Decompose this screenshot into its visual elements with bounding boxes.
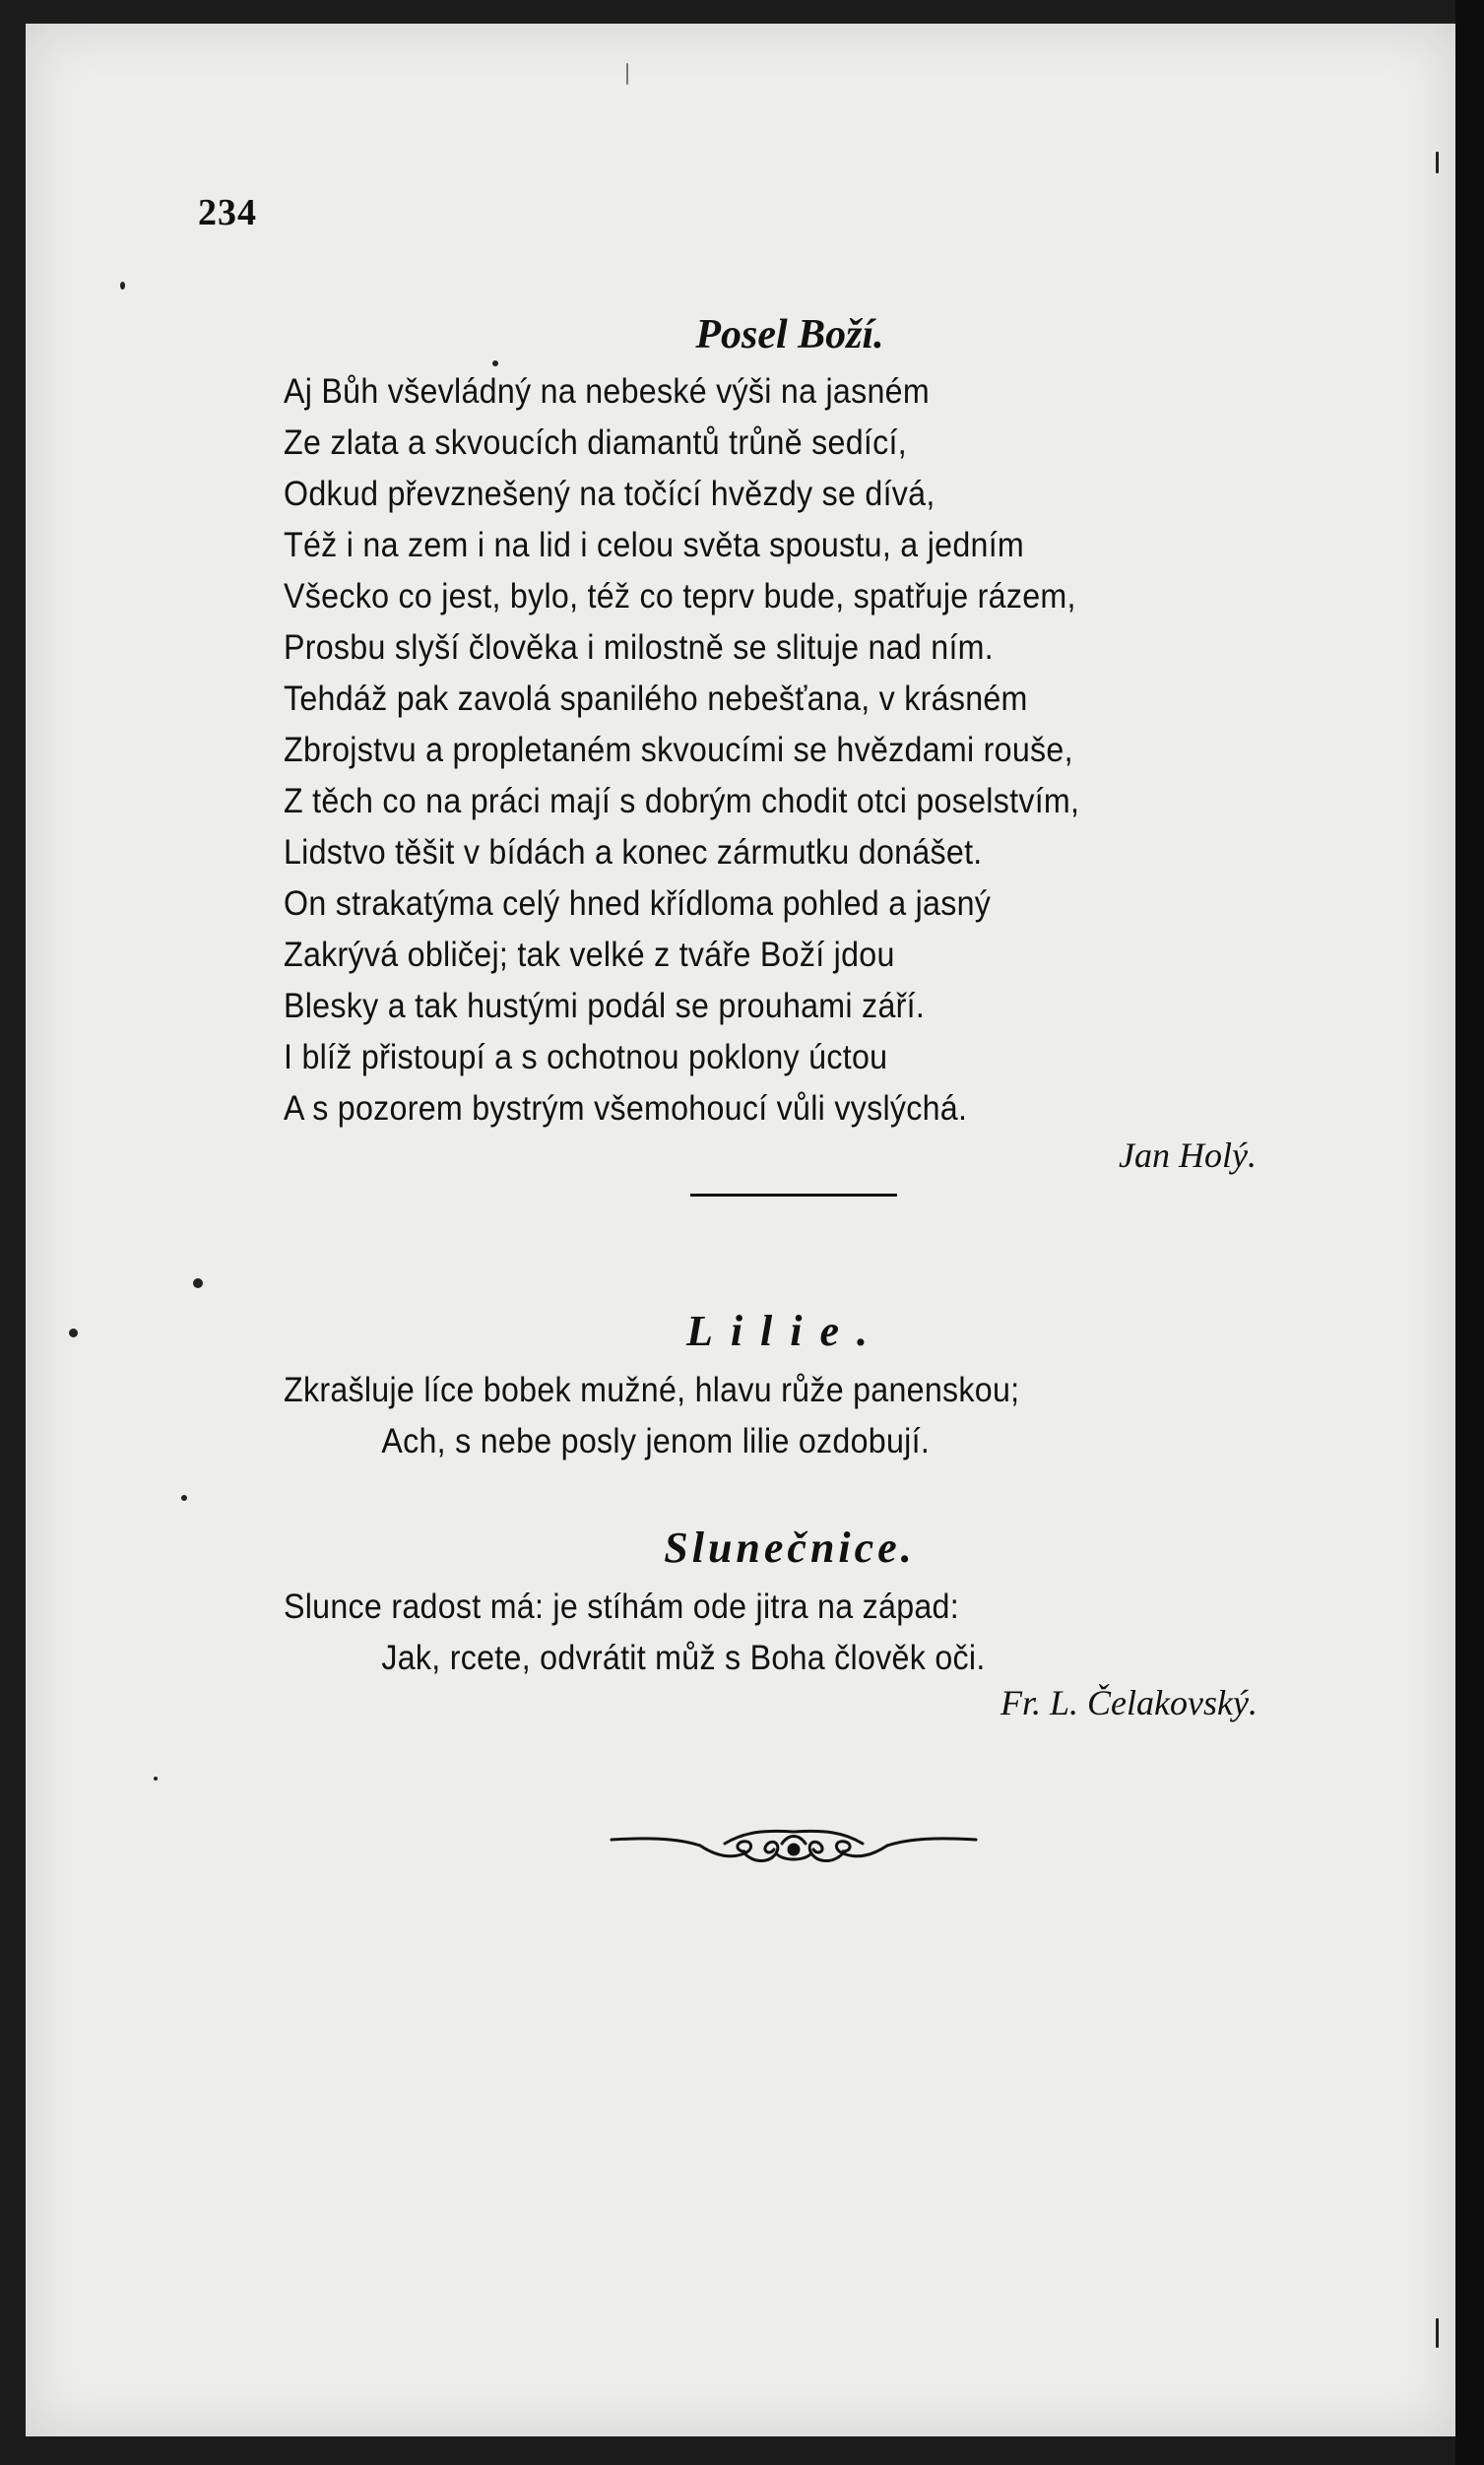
- poem-line: Ach, s nebe posly jenom lilie ozdobují.: [381, 1422, 931, 1460]
- paper-speck: [120, 282, 125, 290]
- poem-line: Zbrojstvu a propletaném skvoucími se hvězdami rouše,: [284, 731, 1073, 769]
- poem-line: On strakatýma celý hned křídloma pohled a jasný: [284, 884, 992, 923]
- poem-line: Všecko co jest, bylo, též co teprv bude, spatřuje rázem,: [284, 577, 1076, 616]
- page-number: 234: [198, 192, 257, 233]
- author-jan-holy: Jan Holý.: [1119, 1135, 1257, 1175]
- paper-speck: [492, 360, 498, 366]
- poem-line: Aj Bůh vševládný na nebeské výši na jasném: [284, 372, 930, 411]
- poem-line: Lidstvo těšit v bídách a konec zármutku donášet.: [284, 833, 983, 872]
- poem-line: Ze zlata a skvoucích diamantů trůně sedící,: [284, 423, 907, 462]
- scan-border: [1455, 0, 1484, 2465]
- poem-line: Též i na zem i na lid i celou světa spoustu, a jedním: [284, 526, 1025, 564]
- poem-line: Odkud převznešený na točící hvězdy se dívá,: [284, 475, 936, 513]
- poem-line: Tehdáž pak zavolá spanilého nebešťana, v krásném: [284, 680, 1028, 718]
- paper-speck: [69, 1329, 78, 1337]
- poem-line: Slunce radost má: je stíhám ode jitra na západ:: [284, 1588, 959, 1626]
- paper-speck: [626, 63, 628, 85]
- poem-line: Zkrašluje líce bobek mužné, hlavu růže panenskou;: [284, 1371, 1020, 1409]
- poem-title-slunecnice: Slunečnice.: [664, 1524, 916, 1572]
- poem-slunecnice: [284, 1582, 1367, 1684]
- poem-title-lilie: Lilie.: [685, 1307, 886, 1355]
- paper-speck: [193, 1278, 203, 1288]
- poem-title-posel-bozi: Posel Boží.: [695, 312, 884, 357]
- paper-speck: [181, 1495, 187, 1501]
- section-divider: [690, 1194, 897, 1197]
- poem-line: Zakrývá obličej; tak velké z tváře Boží jdou: [284, 936, 895, 974]
- poem-line: Z těch co na práci mají s dobrým chodit otci poselstvím,: [284, 782, 1080, 820]
- paper-speck: [1436, 152, 1439, 173]
- poem-line: A s pozorem bystrým všemohoucí vůli vyslýchá.: [284, 1089, 968, 1128]
- poem-line: I blíž přistoupí a s ochotnou poklony úctou: [284, 1038, 888, 1076]
- poem-line: Prosbu slyší člověka i milostně se slituje nad ním.: [284, 628, 994, 667]
- book-page: [26, 24, 1455, 2436]
- paper-speck: [154, 1777, 158, 1781]
- ornament-flourish-icon: [607, 1816, 981, 1875]
- poem-posel-bozi: [284, 366, 1367, 1135]
- author-celakovsky: Fr. L. Čelakovský.: [1000, 1683, 1258, 1722]
- paper-speck: [1436, 2318, 1439, 2348]
- poem-lilie: [284, 1365, 1367, 1467]
- poem-line: Jak, rcete, odvrátit můž s Boha člověk oči.: [381, 1639, 986, 1677]
- poem-line: Blesky a tak hustými podál se prouhami září.: [284, 987, 926, 1025]
